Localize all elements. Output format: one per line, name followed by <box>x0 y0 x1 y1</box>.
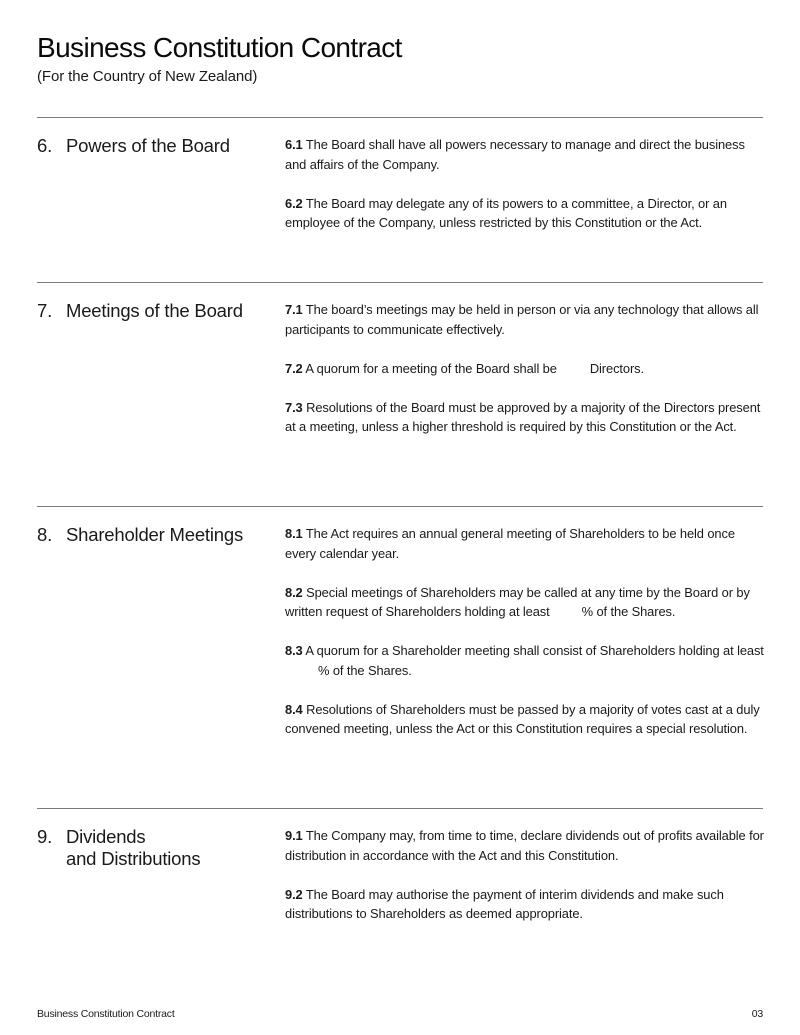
section-title: Meetings of the Board <box>66 300 243 321</box>
section-9-clauses <box>285 826 765 943</box>
clause-8-3: 8.3 A quorum for a Shareholder meeting shall consist of Shareholders holding at least% of the Shares. <box>285 643 764 678</box>
section-heading-6 <box>37 135 230 157</box>
section-number: 8. <box>37 524 53 545</box>
section-7-clauses <box>285 300 765 456</box>
clause-8-1: 8.1 The Act requires an annual general meeting of Shareholders to be held once every calendar year. <box>285 526 735 561</box>
clause-7-3: 7.3 Resolutions of the Board must be approved by a majority of the Directors present at a meeting, unless a higher threshold is required by this Constitution or the Act. <box>285 399 761 435</box>
clause-8-2: 8.2 Special meetings of Shareholders may be called at any time by the Board or by written request of Shareholders holding at least % of the Shares. <box>285 584 750 620</box>
section-8-clauses <box>285 524 765 758</box>
section-title: Powers of the Board <box>66 135 230 156</box>
clause-8-4: 8.4 Resolutions of Shareholders must be passed by a majority of votes cast at a duly convened meeting, unless the Act or this Constitution requires a special resolution. <box>285 701 760 737</box>
footer-document-title: Business Constitution Contract <box>37 1008 175 1020</box>
section-title: Shareholder Meetings <box>66 524 243 545</box>
section-number: 7. <box>37 300 53 321</box>
section-divider <box>37 506 763 507</box>
section-divider <box>37 808 763 809</box>
document-title: Business Constitution Contract <box>37 32 402 63</box>
clause-9-1: 9.1 The Company may, from time to time, declare dividends out of profits available for distribution in accordance with the Act and this Constitution. <box>285 828 764 863</box>
section-heading-9 <box>37 826 200 870</box>
clause-6-2: 6.2 The Board may delegate any of its powers to a committee, a Director, or an employee of the Company, unless restricted by this Constitution or the Act. <box>285 195 727 231</box>
clause-7-2: 7.2 A quorum for a meeting of the Board shall be Directors. <box>285 360 644 376</box>
section-heading-8 <box>37 524 243 546</box>
section-heading-7 <box>37 300 243 322</box>
section-number: 6. <box>37 135 53 156</box>
section-title: Dividends and Distributions <box>66 826 201 869</box>
clause-9-2: 9.2 The Board may authorise the payment of interim dividends and make such distributions to Shareholders as deemed appropriate. <box>285 886 724 922</box>
clause-6-1: 6.1 The Board shall have all powers necessary to manage and direct the business and affairs of the Company. <box>285 137 745 172</box>
section-6-clauses <box>285 135 765 252</box>
document-subtitle: (For the Country of New Zealand) <box>37 68 258 85</box>
section-number: 9. <box>37 826 53 847</box>
section-divider <box>37 117 763 118</box>
footer-page-number: 03 <box>751 1008 763 1020</box>
section-divider <box>37 282 763 283</box>
clause-7-1: 7.1 The board’s meetings may be held in person or via any technology that allows all participants to communicate effectively. <box>285 302 759 337</box>
